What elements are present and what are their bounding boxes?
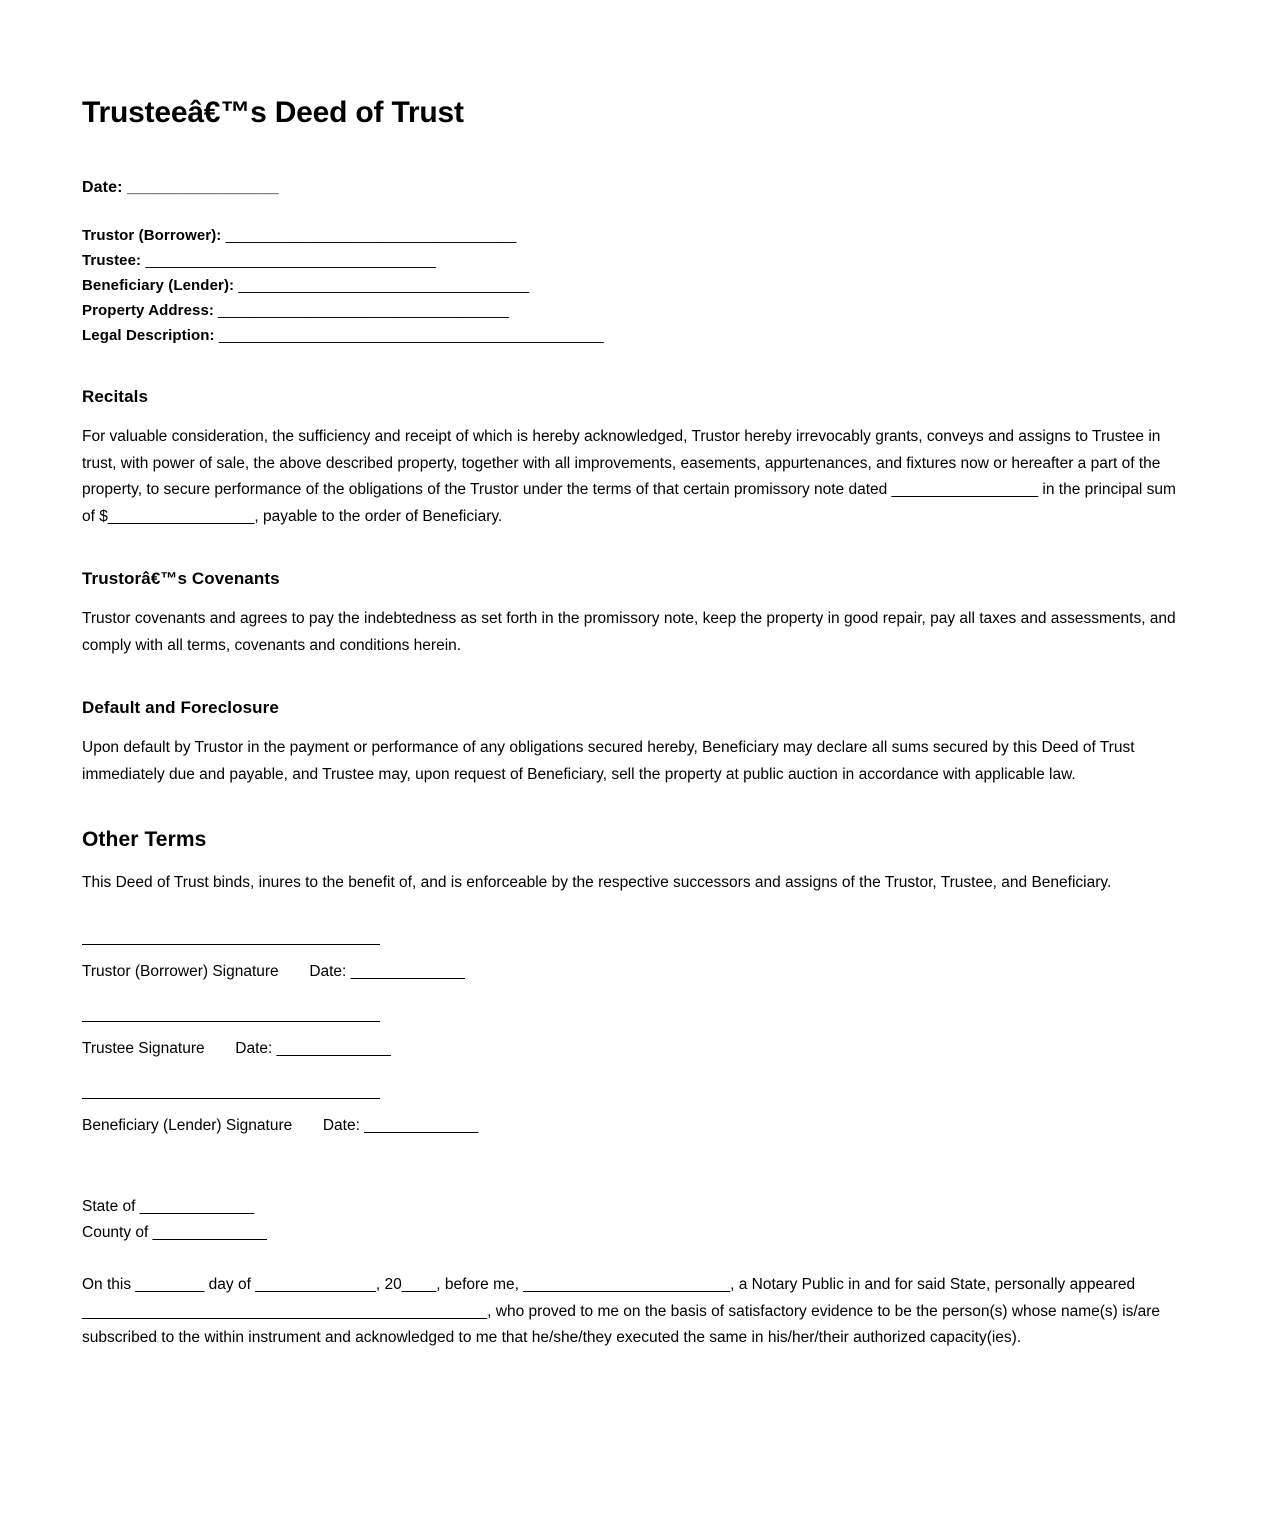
signature-label-row-beneficiary [82, 1113, 1183, 1139]
signature-date-label-trustee: Date: [235, 1040, 273, 1058]
notary-state-label: State of [82, 1198, 136, 1216]
party-row-beneficiary [82, 273, 1183, 298]
page-title: Trusteeâ€™s Deed of Trust [82, 96, 464, 129]
signature-block-trustee [82, 1021, 1183, 1062]
signature-section [82, 944, 1183, 1139]
signature-block-trustor [82, 944, 1183, 985]
party-label-trustee: Trustee: [82, 252, 142, 269]
notary-acknowledgment-text: On this ________ day of ______________, 20____, before me, ________________________, a Notary Public in and for said State, personally appeared _______________________________________________, who proved to me on the basis of satisfactory evidence to be the person(s) whose name(s) is/are subscribed to the within instrument and acknowledged to me that he/she/they executed the same in his/her/their authorized capacity(ies). [82, 1276, 1161, 1347]
party-row-trustor [82, 223, 1183, 248]
notary-state-blank[interactable]: ______________ [139, 1198, 254, 1216]
date-field-row [82, 179, 1183, 197]
section-heading-default-foreclosure: Default and Foreclosure [82, 698, 279, 718]
signature-label-row-trustee [82, 1036, 1183, 1062]
notary-county-label: County of [82, 1224, 149, 1242]
date-label: Date: [82, 179, 123, 196]
party-label-property-address: Property Address: [82, 302, 215, 319]
signature-label-trustor: Trustor (Borrower) Signature [82, 963, 279, 981]
section-heading-other-terms: Other Terms [82, 828, 207, 852]
section-heading-covenants: Trustorâ€™s Covenants [82, 569, 280, 589]
signature-label-beneficiary: Beneficiary (Lender) Signature [82, 1117, 293, 1135]
party-row-legal-description [82, 323, 1183, 348]
party-label-beneficiary: Beneficiary (Lender): [82, 277, 235, 294]
party-fields [82, 223, 1183, 348]
signature-label-row-trustor [82, 959, 1183, 985]
party-row-trustee [82, 248, 1183, 273]
party-blank-legal-description[interactable]: _________________________________________________ [218, 327, 604, 344]
signature-date-label-beneficiary: Date: [322, 1117, 360, 1135]
signature-rule-trustee[interactable] [82, 1021, 380, 1022]
section-body-covenants: Trustor covenants and agrees to pay the indebtedness as set forth in the promissory note, keep the property in good repair, pay all taxes and assessments, and comply with all terms, covenants and conditions herein. [82, 610, 1176, 654]
signature-label-trustee: Trustee Signature [82, 1040, 205, 1058]
party-blank-beneficiary[interactable]: _____________________________________ [238, 277, 529, 294]
section-heading-recitals: Recitals [82, 387, 149, 406]
signature-rule-beneficiary[interactable] [82, 1098, 380, 1099]
signature-date-blank-beneficiary[interactable]: ______________ [364, 1117, 478, 1135]
notary-state-row [82, 1194, 1183, 1220]
party-row-property-address [82, 298, 1183, 323]
party-blank-trustee[interactable]: _____________________________________ [145, 252, 436, 269]
notary-venue-block [82, 1194, 1183, 1246]
signature-block-beneficiary [82, 1098, 1183, 1139]
section-body-recitals: For valuable consideration, the sufficiency and receipt of which is hereby acknowledged, Trustor hereby irrevocably grants, conveys and assigns to Trustee in trust, with power of sale, the above described property, together with all improvements, easements, appurtenances, and fixtures now or hereafter a part of the property, to secure performance of the obligations of the Trustor under the terms of that certain promissory note dated _________________ in the principal sum of $_________________, payable to the order of Beneficiary. [82, 428, 1176, 525]
party-blank-property-address[interactable]: _____________________________________ [218, 302, 509, 319]
notary-county-row [82, 1220, 1183, 1246]
signature-date-label-trustor: Date: [309, 963, 347, 981]
signature-date-blank-trustee[interactable]: ______________ [276, 1040, 391, 1058]
party-label-trustor: Trustor (Borrower): [82, 227, 222, 244]
party-blank-trustor[interactable]: _____________________________________ [225, 227, 516, 244]
date-blank[interactable]: __________________ [127, 179, 279, 196]
section-body-other-terms: This Deed of Trust binds, inures to the benefit of, and is enforceable by the respective successors and assigns of the Trustor, Trustee, and Beneficiary. [82, 873, 1112, 891]
section-body-default-foreclosure: Upon default by Trustor in the payment or performance of any obligations secured hereby, Beneficiary may declare all sums secured by this Deed of Trust immediately due and payable, and Trustee may, upon request of Beneficiary, sell the property at public auction in accordance with applicable law. [82, 739, 1135, 783]
notary-county-blank[interactable]: ______________ [152, 1224, 267, 1242]
party-label-legal-description: Legal Description: [82, 327, 215, 344]
signature-rule-trustor[interactable] [82, 944, 380, 945]
signature-date-blank-trustor[interactable]: ______________ [350, 963, 465, 981]
